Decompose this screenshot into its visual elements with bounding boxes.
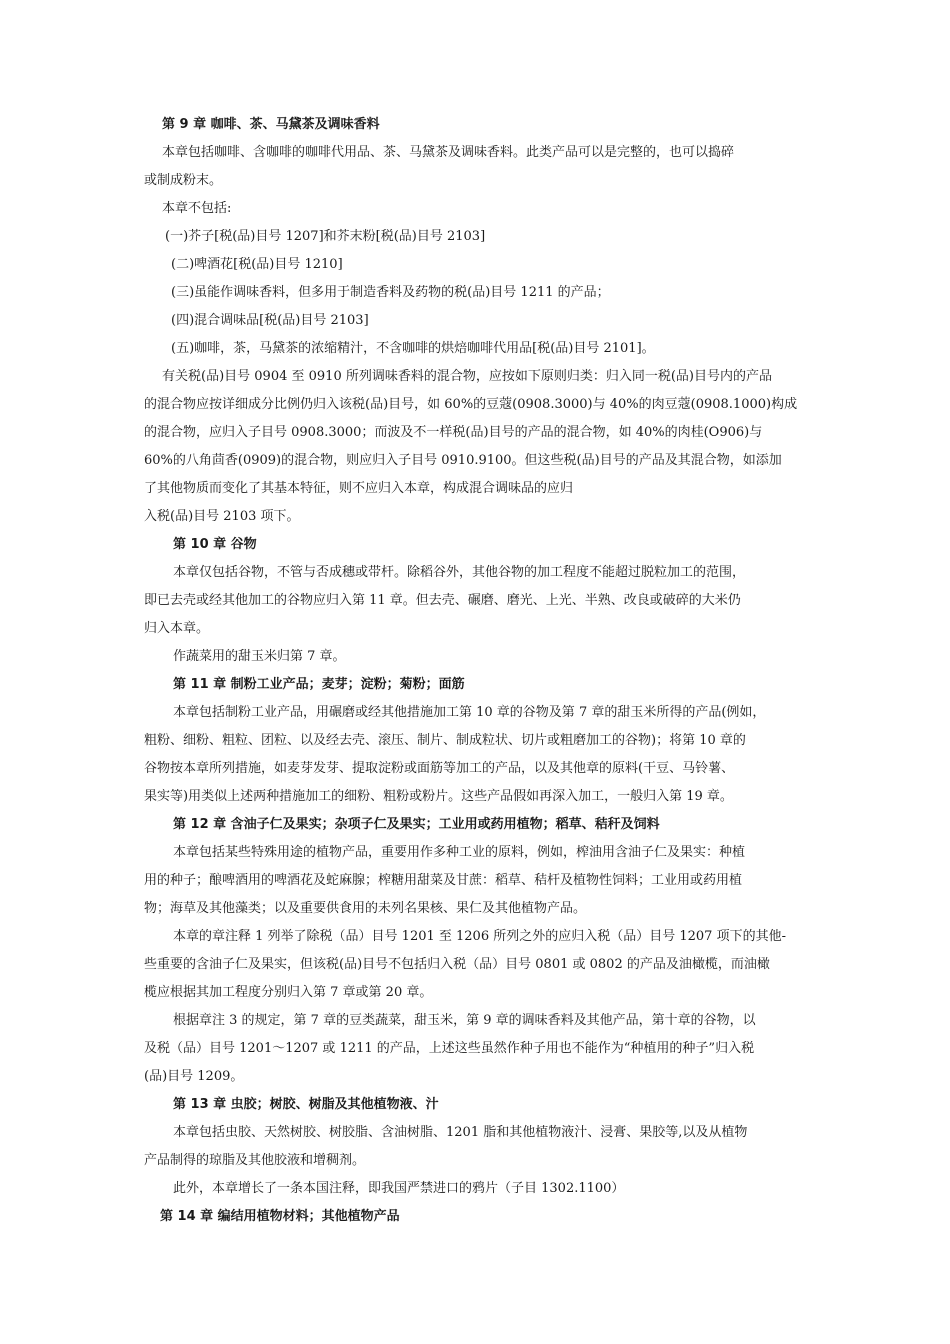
paragraph-line: 本章包括虫胶、天然树胶、树胶脂、含油树脂、1201 脂和其他植物液汁、浸膏、果胶等,以及从植物 xyxy=(173,1125,748,1140)
paragraph-line: 榄应根据其加工程度分别归入第 7 章或第 20 章。 xyxy=(144,985,433,1000)
paragraph-line: 的混合物应按详细成分比例仍归入该税(品)目号，如 60%的豆蔻(0908.3000)与 40%的肉豆蔻(0908.1000)构成 xyxy=(144,397,798,412)
paragraph-line: 本章包括咖啡、含咖啡的咖啡代用品、茶、马黛茶及调味香料。此类产品可以是完整的，也可以捣碎 xyxy=(162,145,735,160)
paragraph-line: 此外，本章增长了一条本国注释，即我国严禁进口的鸦片（子目 1302.1100） xyxy=(173,1181,625,1196)
paragraph-line: 有关税(品)目号 0904 至 0910 所列调味香料的混合物，应按如下原则归类：归入同一税(品)目号内的产品 xyxy=(162,369,772,384)
paragraph-line: 的混合物，应归入子目号 0908.3000；而波及不一样税(品)目号的产品的混合物，如 40%的肉桂(O906)与 xyxy=(144,425,763,440)
paragraph-line: 本章的章注释 1 列举了除税（品）目号 1201 至 1206 所列之外的应归入税（品）目号 1207 项下的其他- xyxy=(173,929,786,944)
paragraph-line: 谷物按本章所列措施，如麦芽发芽、提取淀粉或面筋等加工的产品，以及其他章的原料(干豆、马铃薯、 xyxy=(144,761,735,776)
paragraph-line: 归入本章。 xyxy=(144,621,210,636)
list-item: (五)咖啡，茶，马黛茶的浓缩精汁，不含咖啡的烘焙咖啡代用品[税(品)目号 2101]。 xyxy=(171,341,655,356)
paragraph-line: 本章仅包括谷物，不管与否成穗或带杆。除稻谷外，其他谷物的加工程度不能超过脱粒加工的范围， xyxy=(173,565,746,580)
chapter-12-heading: 第 12 章 含油子仁及果实；杂项子仁及果实；工业用或药用植物；稻草、秸秆及饲料 xyxy=(173,817,660,832)
paragraph-line: 入税(品)目号 2103 项下。 xyxy=(144,509,300,524)
paragraph-line: 果实等)用类似上述两种措施加工的细粉、粗粉或粉片。这些产品假如再深入加工，一般归入第 19 章。 xyxy=(144,789,733,804)
paragraph-line: 60%的八角茴香(0909)的混合物，则应归入子目号 0910.9100。但这些税(品)目号的产品及其混合物，如添加 xyxy=(144,453,782,468)
paragraph-line: (品)目号 1209。 xyxy=(144,1069,244,1084)
paragraph-line: 产品制得的琼脂及其他胶液和增稠剂。 xyxy=(144,1153,366,1168)
paragraph-line: 物；海草及其他藻类；以及重要供食用的未列名果核、果仁及其他植物产品。 xyxy=(144,901,587,916)
paragraph-line: 本章不包括: xyxy=(162,201,232,216)
list-item: (二)啤酒花[税(品)目号 1210] xyxy=(171,257,343,272)
paragraph-line: 本章包括某些特殊用途的植物产品，重要用作多种工业的原料，例如，榨油用含油子仁及果实：种植 xyxy=(173,845,746,860)
paragraph-line: 些重要的含油子仁及果实，但该税(品)目号不包括归入税（品）目号 0801 或 0802 的产品及油橄榄，而油橄 xyxy=(144,957,770,972)
chapter-13-heading: 第 13 章 虫胶；树胶、树脂及其他植物液、汁 xyxy=(173,1097,439,1112)
paragraph-line: 即已去壳或经其他加工的谷物应归入第 11 章。但去壳、碾磨、磨光、上光、半熟、改良或破碎的大米仍 xyxy=(144,593,741,608)
list-item: (三)虽能作调味香料，但多用于制造香料及药物的税(品)目号 1211 的产品； xyxy=(171,285,610,300)
chapter-11-heading: 第 11 章 制粉工业产品；麦芽；淀粉；菊粉；面筋 xyxy=(173,677,465,692)
paragraph-line: 本章包括制粉工业产品，用碾磨或经其他措施加工第 10 章的谷物及第 7 章的甜玉米所得的产品(例如， xyxy=(173,705,766,720)
chapter-9-heading: 第 9 章 咖啡、茶、马黛茶及调味香料 xyxy=(162,117,380,132)
paragraph-line: 或制成粉末。 xyxy=(144,173,223,188)
paragraph-line: 粗粉、细粉、粗粒、团粒、以及经去壳、滚压、制片、制成粒状、切片或粗磨加工的谷物)；将第 10 章的 xyxy=(144,733,746,748)
paragraph-line: 及税（品）目号 1201～1207 或 1211 的产品，上述这些虽然作种子用也不能作为“种植用的种子”归入税 xyxy=(144,1041,755,1056)
paragraph-line: 了其他物质而变化了其基本特征，则不应归入本章，构成混合调味品的应归 xyxy=(144,481,574,496)
paragraph-line: 作蔬菜用的甜玉米归第 7 章。 xyxy=(173,649,346,664)
list-item: (四)混合调味品[税(品)目号 2103] xyxy=(171,313,369,328)
chapter-10-heading: 第 10 章 谷物 xyxy=(173,537,257,552)
paragraph-line: 用的种子；酿啤酒用的啤酒花及蛇麻腺；榨糖用甜菜及甘蔗：稻草、秸杆及植物性饲料；工业用或药用植 xyxy=(144,873,743,888)
paragraph-line: 根据章注 3 的规定，第 7 章的豆类蔬菜，甜玉米，第 9 章的调味香料及其他产品，第十章的谷物，以 xyxy=(173,1013,756,1028)
chapter-14-heading: 第 14 章 编结用植物材料；其他植物产品 xyxy=(160,1209,400,1224)
list-item: (一)芥子[税(品)目号 1207]和芥末粉[税(品)目号 2103] xyxy=(165,229,486,244)
